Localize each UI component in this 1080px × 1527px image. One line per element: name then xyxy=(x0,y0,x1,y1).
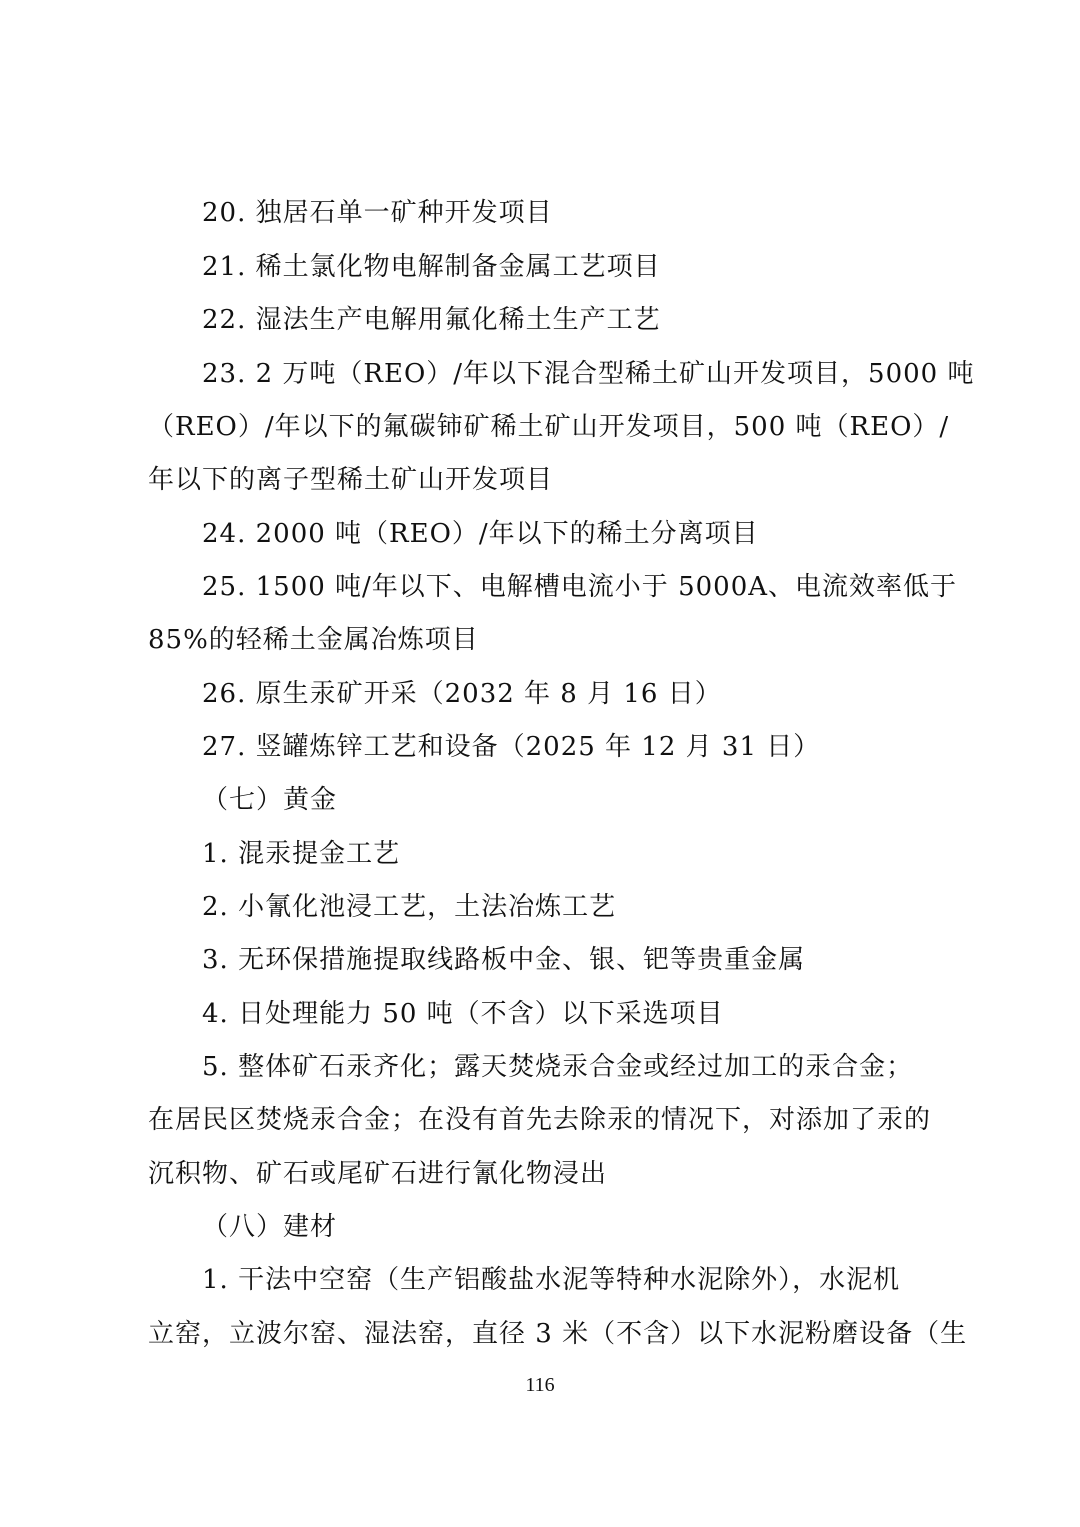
page-number: 116 xyxy=(525,1374,555,1396)
item-23-line-2: （REO）/年以下的氟碳铈矿稀土矿山开发项目，500 吨（REO）/ xyxy=(148,412,950,442)
materials-item-1-line-2: 立窑，立波尔窑、湿法窑，直径 3 米（不含）以下水泥粉磨设备（生 xyxy=(148,1319,968,1349)
materials-item-1-line-1: 1. 干法中空窑（生产铝酸盐水泥等特种水泥除外），水泥机 xyxy=(202,1265,901,1295)
item-27: 27. 竖罐炼锌工艺和设备（2025 年 12 月 31 日） xyxy=(202,732,821,762)
section-heading-gold: （七）黄金 xyxy=(202,785,338,815)
gold-item-3: 3. 无环保措施提取线路板中金、银、钯等贵重金属 xyxy=(202,945,806,975)
gold-item-2: 2. 小氰化池浸工艺，土法冶炼工艺 xyxy=(202,892,617,922)
item-24: 24. 2000 吨（REO）/年以下的稀土分离项目 xyxy=(202,519,759,549)
item-26: 26. 原生汞矿开采（2032 年 8 月 16 日） xyxy=(202,679,722,709)
item-25-line-2: 85%的轻稀土金属冶炼项目 xyxy=(148,625,479,655)
gold-item-5-line-1: 5. 整体矿石汞齐化；露天焚烧汞合金或经过加工的汞合金； xyxy=(202,1052,914,1082)
gold-item-5-line-3: 沉积物、矿石或尾矿石进行氰化物浸出 xyxy=(148,1159,608,1189)
item-22: 22. 湿法生产电解用氟化稀土生产工艺 xyxy=(202,305,661,335)
item-21: 21. 稀土氯化物电解制备金属工艺项目 xyxy=(202,252,661,282)
item-23-line-3: 年以下的离子型稀土矿山开发项目 xyxy=(148,465,554,495)
item-25-line-1: 25. 1500 吨/年以下、电解槽电流小于 5000A、电流效率低于 xyxy=(202,572,958,602)
gold-item-5-line-2: 在居民区焚烧汞合金；在没有首先去除汞的情况下，对添加了汞的 xyxy=(148,1105,932,1135)
section-heading-building-materials: （八）建材 xyxy=(202,1212,338,1242)
gold-item-4: 4. 日处理能力 50 吨（不含）以下采选项目 xyxy=(202,999,724,1029)
gold-item-1: 1. 混汞提金工艺 xyxy=(202,839,401,869)
item-20: 20. 独居石单一矿种开发项目 xyxy=(202,198,553,228)
item-23-line-1: 23. 2 万吨（REO）/年以下混合型稀土矿山开发项目，5000 吨 xyxy=(202,359,975,389)
